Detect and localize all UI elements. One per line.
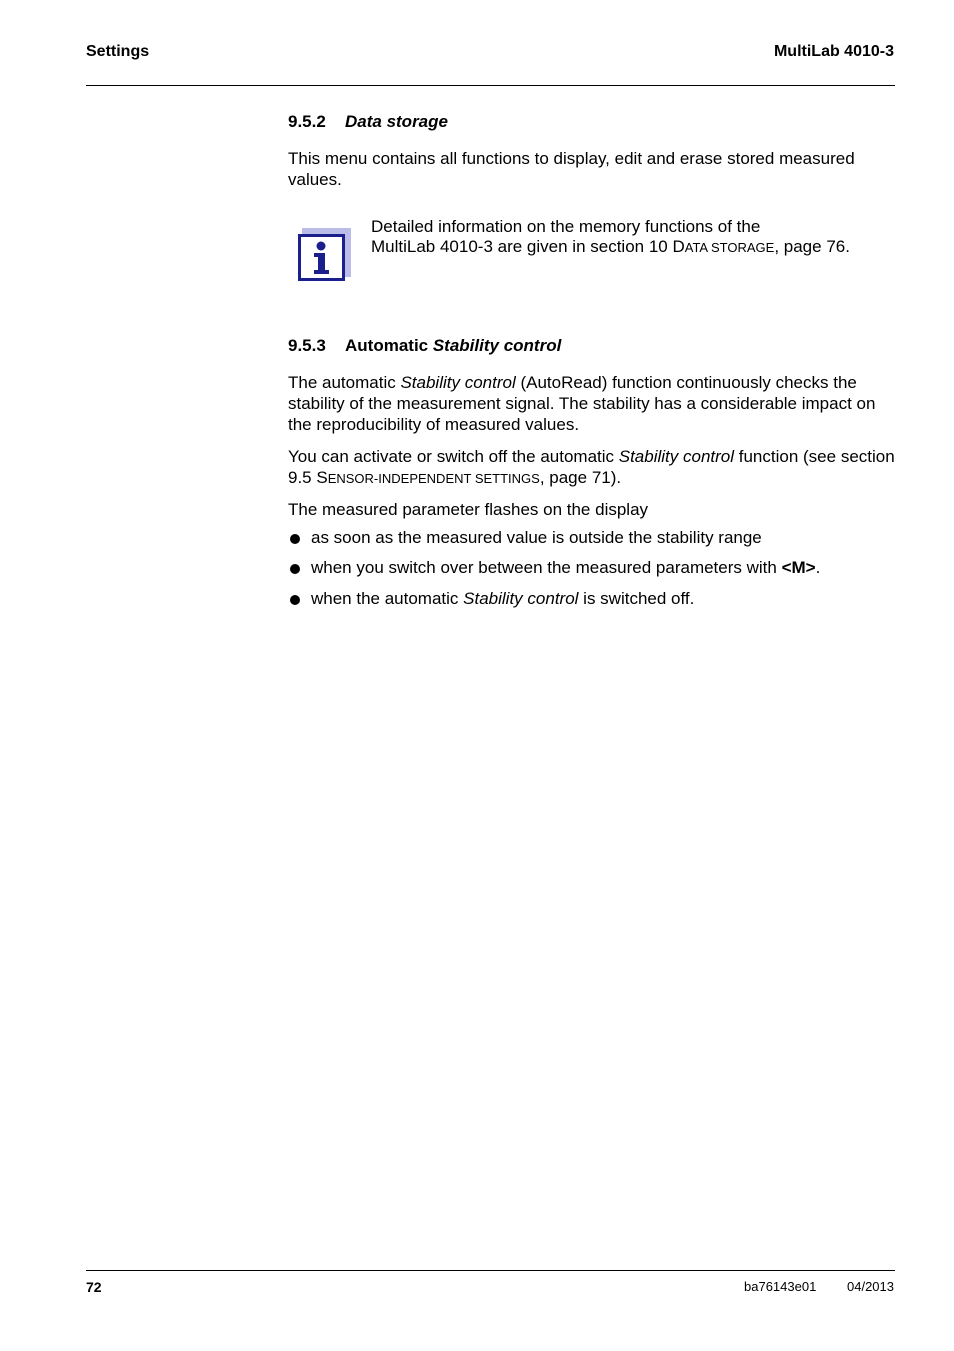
bullet-text: when you switch over between the measured parameters with xyxy=(311,558,782,577)
intro-text: This menu contains all functions to display, edit and erase stored measured values. xyxy=(288,149,855,189)
p3-text: The measured parameter flashes on the display xyxy=(288,500,649,519)
section-heading-stability-control xyxy=(288,335,895,356)
bullet-text-end: is switched off. xyxy=(578,589,695,608)
p2-italic: Stability control xyxy=(618,447,735,466)
bullet-icon xyxy=(290,534,300,544)
running-header-right: MultiLab 4010-3 xyxy=(773,43,894,60)
bullet-italic: Stability control xyxy=(463,589,579,608)
info-note xyxy=(371,217,896,258)
p1-italic: Stability control xyxy=(400,373,516,392)
p1-text-end: (AutoRead) function continuously checks the stability of the measurement signal. The stability has a considerable impact on the reproducibility of measured values. xyxy=(288,373,876,434)
info-icon xyxy=(298,228,351,281)
paragraph-flashes xyxy=(288,499,895,520)
footer-rule xyxy=(86,1270,895,1271)
document-date: 04/2013 xyxy=(847,1279,894,1294)
p2-text-end: , page 71). xyxy=(539,468,622,487)
bullet-text: as soon as the measured value is outside the stability range xyxy=(311,528,762,547)
paragraph-autoread xyxy=(288,372,895,435)
info-note-line1: Detailed information on the memory functions of the xyxy=(371,217,761,236)
section-number: 9.5.3 xyxy=(288,336,326,355)
section-title: Data storage xyxy=(345,112,448,131)
section-number: 9.5.2 xyxy=(288,112,326,131)
p2-text-mid: function (see section 9.5 S xyxy=(288,447,895,487)
running-header-left: Settings xyxy=(86,43,150,60)
section-title-italic: Stability control xyxy=(432,336,562,355)
bullet-text-end: . xyxy=(815,558,821,577)
header-rule xyxy=(86,85,895,86)
paragraph-intro xyxy=(288,148,895,190)
bullet-icon xyxy=(290,595,300,605)
note-smallcaps: ATA STORAGE xyxy=(684,240,775,255)
page-number: 72 xyxy=(86,1279,102,1295)
key-label: <M> xyxy=(781,558,816,577)
note-text: MultiLab 4010-3 are given in section 10 D xyxy=(371,237,685,256)
section-heading-data-storage xyxy=(288,111,895,132)
p1-text: The automatic xyxy=(288,373,401,392)
p2-text: You can activate or switch off the automatic xyxy=(288,447,619,466)
bullet-icon xyxy=(290,564,300,574)
section-title-plain: Automatic xyxy=(345,336,433,355)
document-id: ba76143e01 xyxy=(744,1279,817,1294)
p2-smallcaps: ENSOR-INDEPENDENT SETTINGS xyxy=(327,471,540,486)
info-note-line2 xyxy=(371,237,896,258)
paragraph-activate xyxy=(288,446,895,489)
bullet-text: when the automatic xyxy=(311,589,464,608)
note-text-end: , page 76. xyxy=(774,237,850,256)
